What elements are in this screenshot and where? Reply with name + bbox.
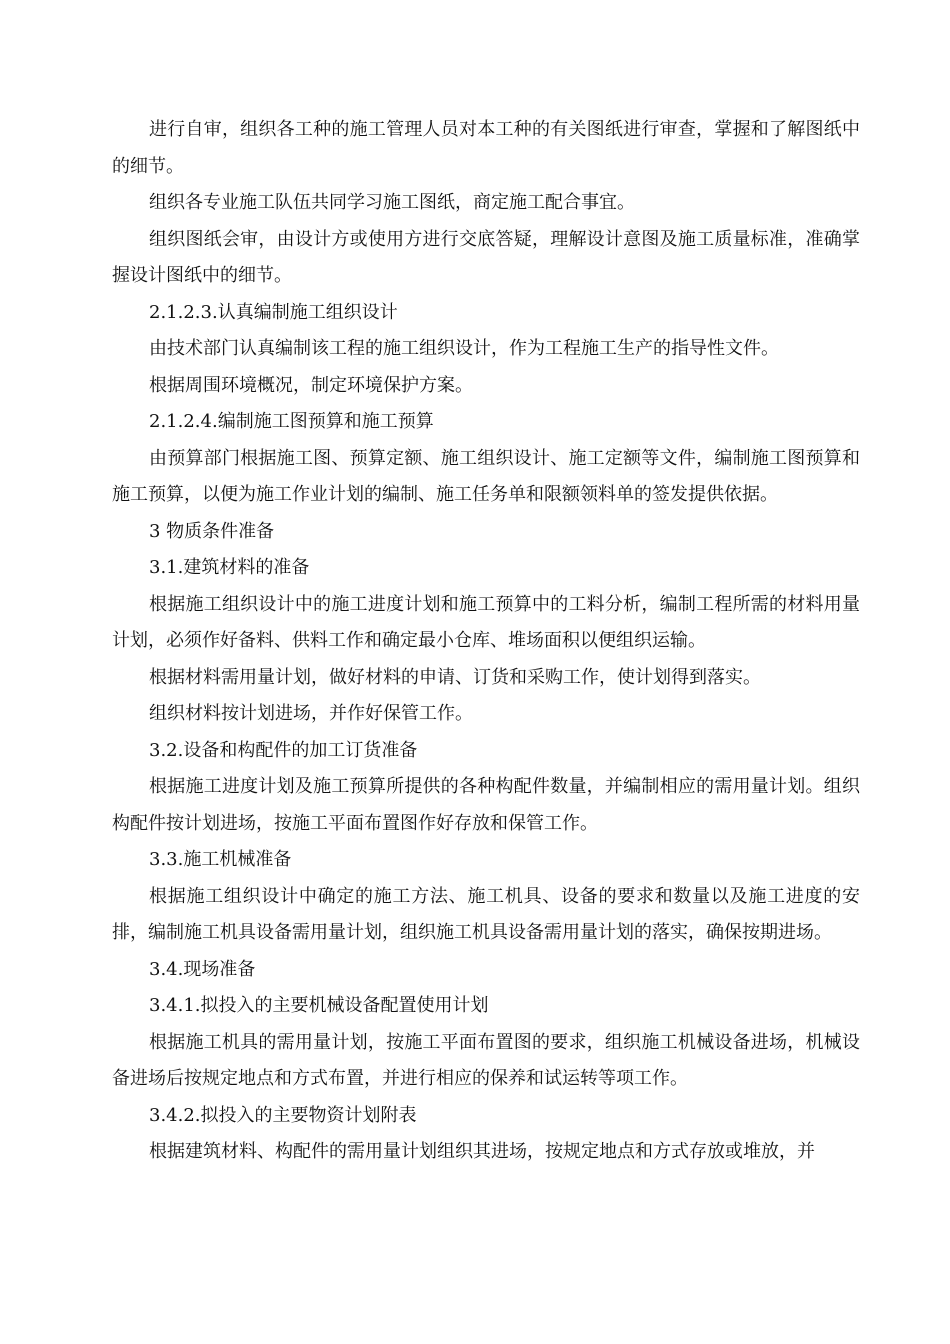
paragraph-9: 组织材料按计划进场，并作好保管工作。 [149,703,473,724]
heading-2-1-2-4: 2.1.2.4.编制施工图预算和施工预算 [149,411,434,432]
paragraph-12: 根据施工机具的需用量计划，按施工平面布置图的要求，组织施工机械设备进场，机械设备进场后按规定地点和方式布置，并进行相应的保养和试运转等项工作。 [112,1031,860,1089]
paragraph-6: 由预算部门根据施工图、预算定额、施工组织设计、施工定额等文件，编制施工图预算和施工预算，以便为施工作业计划的编制、施工任务单和限额领料单的签发提供依据。 [112,447,860,505]
heading-3-4: 3.4.现场准备 [149,958,256,980]
paragraph-7: 根据施工组织设计中的施工进度计划和施工预算中的工料分析，编制工程所需的材料用量计划，必须作好备料、供料工作和确定最小仓库、堆场面积以便组织运输。 [112,593,860,651]
heading-3-3: 3.3.施工机械准备 [149,849,292,870]
heading-3-4-1: 3.4.1.拟投入的主要机械设备配置使用计划 [149,995,489,1016]
heading-3-2: 3.2.设备和构配件的加工订货准备 [149,739,418,761]
paragraph-11: 根据施工组织设计中确定的施工方法、施工机具、设备的要求和数量以及施工进度的安排，编制施工机具设备需用量计划，组织施工机具设备需用量计划的落实，确保按期进场。 [112,885,860,943]
paragraph-1: 进行自审，组织各工种的施工管理人员对本工种的有关图纸进行审查，掌握和了解图纸中的细节。 [112,119,860,177]
paragraph-2: 组织各专业施工队伍共同学习施工图纸，商定施工配合事宜。 [149,192,635,213]
document-body [112,112,860,1171]
paragraph-8: 根据材料需用量计划，做好材料的申请、订货和采购工作，使计划得到落实。 [149,666,761,688]
heading-2-1-2-3: 2.1.2.3.认真编制施工组织设计 [149,301,398,323]
paragraph-10: 根据施工进度计划及施工预算所提供的各种构配件数量，并编制相应的需用量计划。组织构配件按计划进场，按施工平面布置图作好存放和保管工作。 [112,776,860,834]
paragraph-5: 根据周围环境概况，制定环境保护方案。 [149,374,473,396]
paragraph-13: 根据建筑材料、构配件的需用量计划组织其进场，按规定地点和方式存放或堆放，并 [149,1141,815,1162]
paragraph-3: 组织图纸会审，由设计方或使用方进行交底答疑，理解设计意图及施工质量标准，准确掌握设计图纸中的细节。 [112,228,860,286]
heading-3: 3 物质条件准备 [149,520,275,542]
heading-3-4-2: 3.4.2.拟投入的主要物资计划附表 [149,1104,417,1126]
paragraph-4: 由技术部门认真编制该工程的施工组织设计，作为工程施工生产的指导性文件。 [149,338,779,359]
heading-3-1: 3.1.建筑材料的准备 [149,557,310,578]
